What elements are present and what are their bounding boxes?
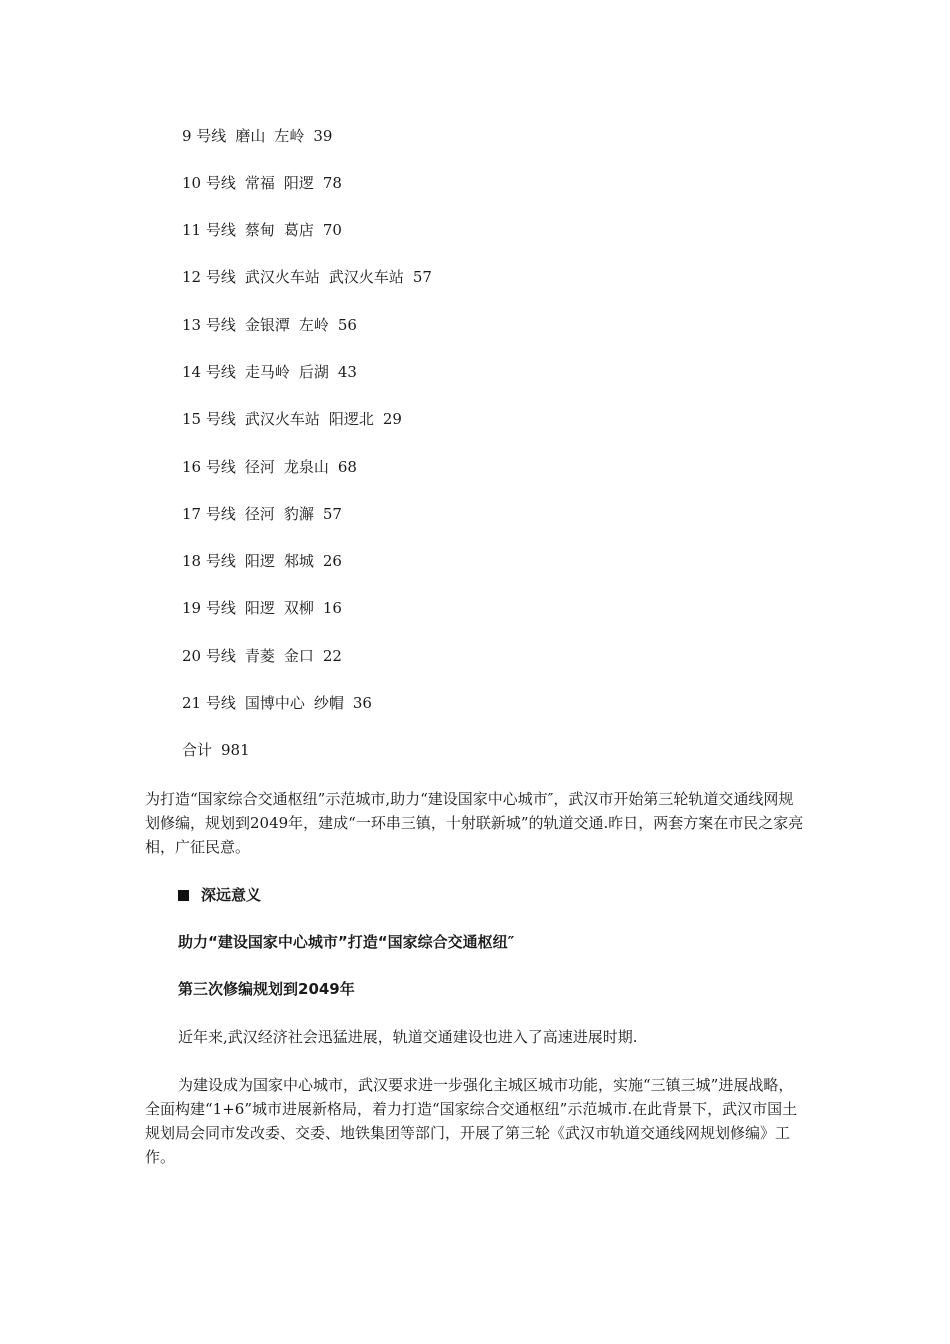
end-station: 武汉火车站 bbox=[328, 268, 404, 286]
end-station: 后湖 bbox=[298, 363, 329, 381]
line-length: 36 bbox=[352, 694, 372, 712]
end-station: 豹澥 bbox=[283, 505, 314, 523]
start-station: 走马岭 bbox=[244, 363, 290, 381]
line-length: 57 bbox=[412, 268, 432, 286]
section-title bbox=[178, 884, 261, 906]
total-label: 合计 bbox=[182, 741, 213, 759]
line-length: 43 bbox=[337, 363, 357, 381]
line-length: 78 bbox=[322, 174, 342, 192]
line-name: 15 号线 bbox=[182, 410, 236, 428]
line-name: 17 号线 bbox=[182, 505, 236, 523]
line-name: 14 号线 bbox=[182, 363, 236, 381]
start-station: 国博中心 bbox=[244, 694, 305, 712]
line-length: 57 bbox=[322, 505, 342, 523]
start-station: 武汉火车站 bbox=[244, 410, 320, 428]
line-name: 21 号线 bbox=[182, 694, 236, 712]
line-length: 56 bbox=[337, 316, 357, 334]
start-station: 青菱 bbox=[244, 647, 275, 665]
end-station: 金口 bbox=[283, 647, 314, 665]
end-station: 阳逻北 bbox=[328, 410, 374, 428]
subheading: 第三次修编规划到2049年 bbox=[178, 980, 355, 998]
table-row bbox=[182, 173, 342, 193]
subheading: 助力“建设国家中心城市”打造“国家综合交通枢纽″ bbox=[178, 933, 515, 951]
end-station: 邾城 bbox=[283, 552, 314, 570]
table-row bbox=[182, 409, 402, 429]
table-row bbox=[182, 457, 357, 477]
table-row bbox=[182, 126, 332, 146]
table-row bbox=[182, 504, 342, 524]
total-row bbox=[182, 740, 250, 760]
start-station: 径河 bbox=[244, 458, 275, 476]
body-paragraph: 为建设成为国家中心城市，武汉要求进一步强化主城区城市功能，实施“三镇三城”进展战略，全面构建“1+6”城市进展新格局，着力打造“国家综合交通枢纽”示范城市.在此背景下，武汉市国土规划局会同市发改委、交委、地铁集团等部门，开展了第三轮《武汉市轨道交通线网规划修编》工作。 bbox=[145, 1076, 798, 1166]
line-length: 26 bbox=[322, 552, 342, 570]
start-station: 阳逻 bbox=[244, 552, 275, 570]
table-row bbox=[182, 551, 342, 571]
line-name: 18 号线 bbox=[182, 552, 236, 570]
end-station: 左岭 bbox=[298, 316, 329, 334]
end-station: 纱帽 bbox=[313, 694, 344, 712]
start-station: 磨山 bbox=[235, 127, 266, 145]
start-station: 武汉火车站 bbox=[244, 268, 320, 286]
line-name: 11 号线 bbox=[182, 221, 236, 239]
table-row bbox=[182, 362, 357, 382]
end-station: 葛店 bbox=[283, 221, 314, 239]
start-station: 蔡甸 bbox=[244, 221, 275, 239]
line-length: 68 bbox=[337, 458, 357, 476]
square-bullet-icon bbox=[178, 890, 189, 901]
section-title-text: 深远意义 bbox=[201, 886, 262, 904]
line-name: 16 号线 bbox=[182, 458, 236, 476]
start-station: 径河 bbox=[244, 505, 275, 523]
end-station: 双柳 bbox=[283, 599, 314, 617]
line-name: 19 号线 bbox=[182, 599, 236, 617]
line-length: 29 bbox=[382, 410, 402, 428]
table-row bbox=[182, 693, 372, 713]
intro-paragraph: 为打造“国家综合交通枢纽”示范城市,助力“建设国家中心城市″，武汉市开始第三轮轨道交通线网规划修编，规划到2049年，建成“一环串三镇，十射联新城”的轨道交通.昨日，两套方案在市民之家亮相，广征民意。 bbox=[145, 790, 804, 856]
end-station: 左岭 bbox=[274, 127, 305, 145]
line-name: 13 号线 bbox=[182, 316, 236, 334]
total-value: 981 bbox=[221, 741, 250, 759]
start-station: 常福 bbox=[244, 174, 275, 192]
line-name: 10 号线 bbox=[182, 174, 236, 192]
line-name: 12 号线 bbox=[182, 268, 236, 286]
line-length: 16 bbox=[322, 599, 342, 617]
end-station: 阳逻 bbox=[283, 174, 314, 192]
start-station: 金银潭 bbox=[244, 316, 290, 334]
start-station: 阳逻 bbox=[244, 599, 275, 617]
table-row bbox=[182, 315, 357, 335]
line-length: 70 bbox=[322, 221, 342, 239]
line-length: 39 bbox=[313, 127, 333, 145]
table-row bbox=[182, 598, 342, 618]
end-station: 龙泉山 bbox=[283, 458, 329, 476]
table-row bbox=[182, 646, 342, 666]
line-length: 22 bbox=[322, 647, 342, 665]
body-paragraph: 近年来,武汉经济社会迅猛进展，轨道交通建设也进入了高速进展时期. bbox=[178, 1028, 638, 1046]
line-name: 9 号线 bbox=[182, 127, 227, 145]
table-row bbox=[182, 267, 432, 287]
table-row bbox=[182, 220, 342, 240]
line-name: 20 号线 bbox=[182, 647, 236, 665]
